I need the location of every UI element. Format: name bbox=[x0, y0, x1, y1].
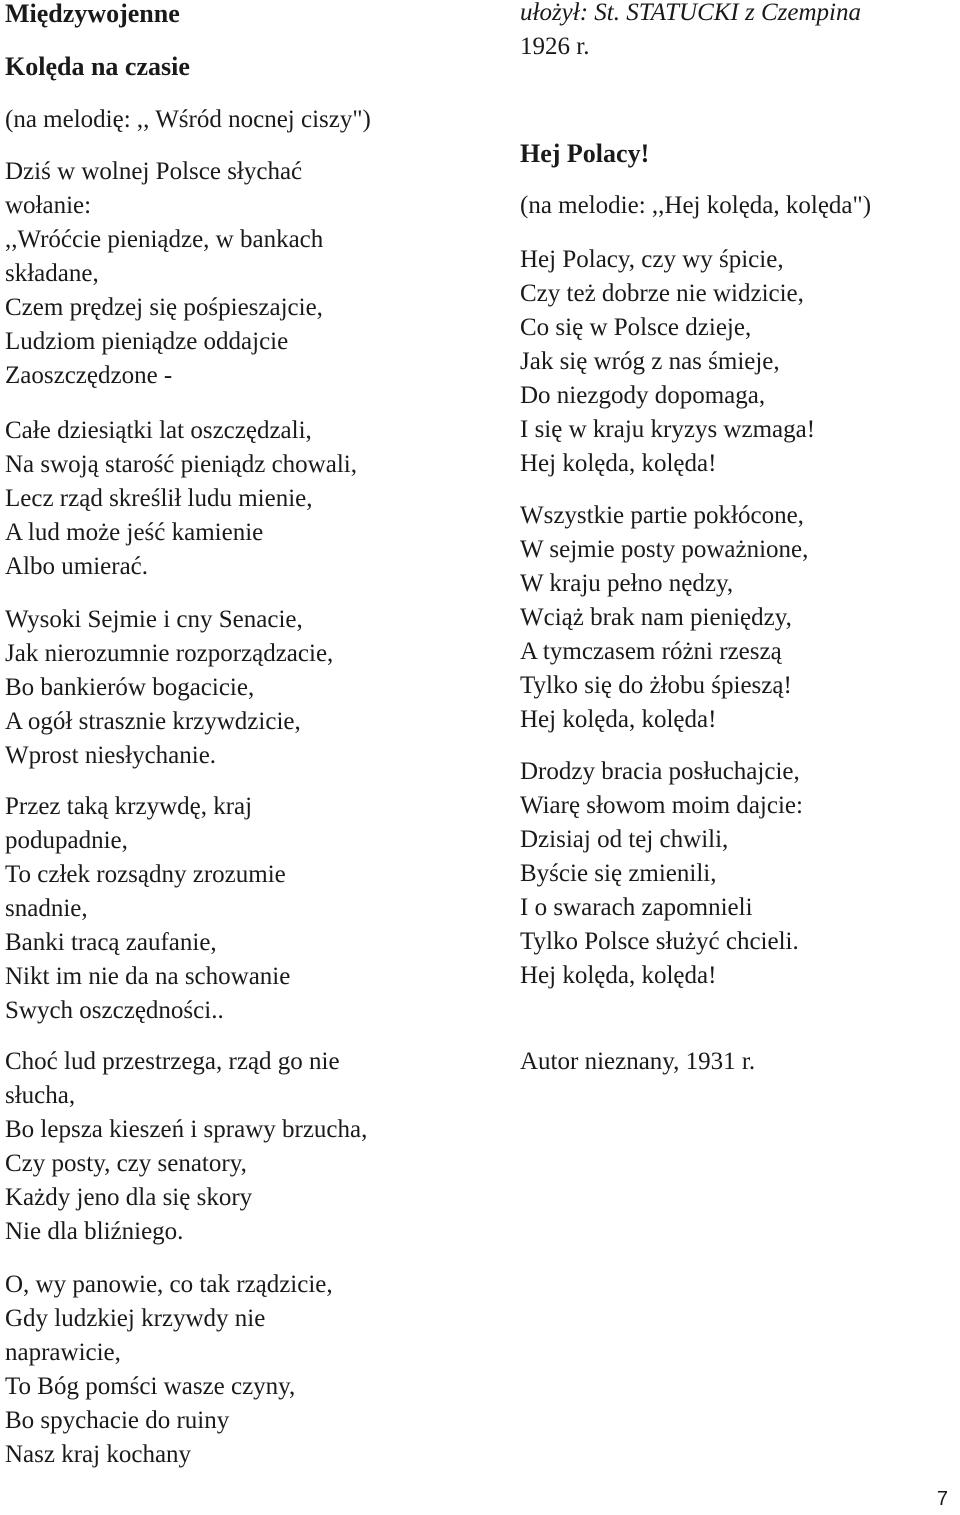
verse-line: Na swoją starość pieniądz chowali, bbox=[5, 451, 357, 478]
stanza bbox=[5, 414, 357, 584]
verse-line: Hej Polacy, czy wy śpicie, bbox=[520, 246, 784, 273]
verse-line: składane, bbox=[5, 260, 99, 287]
verse-line: Co się w Polsce dzieje, bbox=[520, 314, 752, 341]
stanza bbox=[520, 499, 808, 737]
melody-right: (na melodie: ,,Hej kolęda, kolęda") bbox=[520, 192, 872, 219]
verse-line: ,,Wróćcie pieniądze, w bankach bbox=[5, 226, 324, 253]
verse-line: I się w kraju kryzys wzmaga! bbox=[520, 416, 816, 443]
stanza bbox=[5, 1045, 367, 1249]
verse-line: W kraju pełno nędzy, bbox=[520, 570, 734, 597]
attribution-year: 1926 r. bbox=[520, 33, 590, 60]
verse-line: Dzisiaj od tej chwili, bbox=[520, 826, 729, 853]
stanza bbox=[5, 790, 290, 1028]
verse-line: snadnie, bbox=[5, 895, 88, 922]
verse-line: Bo spychacie do ruiny bbox=[5, 1407, 230, 1434]
verse-line: Wszystkie partie pokłócone, bbox=[520, 502, 804, 529]
verse-line: Drodzy bracia posłuchajcie, bbox=[520, 758, 800, 785]
verse-line: I o swarach zapomnieli bbox=[520, 894, 753, 921]
song-title-right: Hej Polacy! bbox=[520, 139, 650, 168]
verse-line: Bo lepsza kieszeń i sprawy brzucha, bbox=[5, 1116, 368, 1143]
verse-line: Jak nierozumnie rozporządzacie, bbox=[5, 640, 334, 667]
verse-line: Hej kolęda, kolęda! bbox=[520, 450, 717, 477]
melody-left: (na melodię: ,, Wśród nocnej ciszy") bbox=[5, 106, 371, 133]
stanza bbox=[5, 155, 323, 393]
verse-line: Tylko się do żłobu śpieszą! bbox=[520, 672, 792, 699]
verse-line: Dziś w wolnej Polsce słychać bbox=[5, 158, 303, 185]
attribution-line: ułożył: St. STATUCKI z Czempina bbox=[520, 0, 861, 26]
verse-line: wołanie: bbox=[5, 192, 92, 219]
verse-line: Czy też dobrze nie widzicie, bbox=[520, 280, 804, 307]
verse-line: Jak się wróg z nas śmieje, bbox=[520, 348, 780, 375]
verse-line: O, wy panowie, co tak rządzicie, bbox=[5, 1271, 333, 1298]
verse-line: Hej kolęda, kolęda! bbox=[520, 962, 717, 989]
author-line: Autor nieznany, 1931 r. bbox=[520, 1048, 756, 1075]
verse-line: Przez taką krzywdę, kraj bbox=[5, 793, 253, 820]
verse-line: Nie dla bliźniego. bbox=[5, 1218, 184, 1245]
verse-line: podupadnie, bbox=[5, 827, 128, 854]
verse-line: Każdy jeno dla się skory bbox=[5, 1184, 253, 1211]
verse-line: Swych oszczędności.. bbox=[5, 997, 224, 1024]
verse-line: Byście się zmienili, bbox=[520, 860, 717, 887]
stanza bbox=[5, 603, 333, 773]
page-number: 7 bbox=[936, 1488, 948, 1510]
verse-line: Do niezgody dopomaga, bbox=[520, 382, 766, 409]
verse-line: Albo umierać. bbox=[5, 553, 149, 580]
verse-line: naprawicie, bbox=[5, 1339, 121, 1366]
verse-line: Bo bankierów bogacicie, bbox=[5, 674, 255, 701]
verse-line: Wiarę słowom moim dajcie: bbox=[520, 792, 803, 819]
verse-line: Wciąż brak nam pieniędzy, bbox=[520, 604, 792, 631]
verse-line: A tymczasem różni rzeszą bbox=[520, 638, 782, 665]
verse-line: Ludziom pieniądze oddajcie bbox=[5, 328, 289, 355]
verse-line: Nasz kraj kochany bbox=[5, 1441, 192, 1468]
verse-line: W sejmie posty poważnione, bbox=[520, 536, 809, 563]
verse-line: To Bóg pomści wasze czyny, bbox=[5, 1373, 296, 1400]
verse-line: Lecz rząd skreślił ludu mienie, bbox=[5, 485, 313, 512]
verse-line: Tylko Polsce służyć chcieli. bbox=[520, 928, 799, 955]
verse-line: Banki tracą zaufanie, bbox=[5, 929, 217, 956]
verse-line: Wprost niesłychanie. bbox=[5, 742, 217, 769]
stanza bbox=[5, 1268, 333, 1472]
verse-line: To człek rozsądny zrozumie bbox=[5, 861, 286, 888]
verse-line: A lud może jeść kamienie bbox=[5, 519, 264, 546]
verse-line: Całe dziesiątki lat oszczędzali, bbox=[5, 417, 312, 444]
verse-line: Hej kolęda, kolęda! bbox=[520, 706, 717, 733]
verse-line: Nikt im nie da na schowanie bbox=[5, 963, 291, 990]
section-title: Międzywojenne bbox=[5, 0, 180, 28]
verse-line: Choć lud przestrzega, rząd go nie bbox=[5, 1048, 340, 1075]
verse-line: słucha, bbox=[5, 1082, 76, 1109]
verse-line: Zaoszczędzone - bbox=[5, 362, 173, 389]
verse-line: A ogół strasznie krzywdzicie, bbox=[5, 708, 301, 735]
verse-line: Wysoki Sejmie i cny Senacie, bbox=[5, 606, 303, 633]
song-title-left: Kolęda na czasie bbox=[5, 52, 190, 81]
verse-line: Czy posty, czy senatory, bbox=[5, 1150, 247, 1177]
verse-line: Czem prędzej się pośpieszajcie, bbox=[5, 294, 323, 321]
verse-line: Gdy ludzkiej krzywdy nie bbox=[5, 1305, 266, 1332]
stanza bbox=[520, 755, 803, 993]
stanza bbox=[520, 243, 815, 481]
